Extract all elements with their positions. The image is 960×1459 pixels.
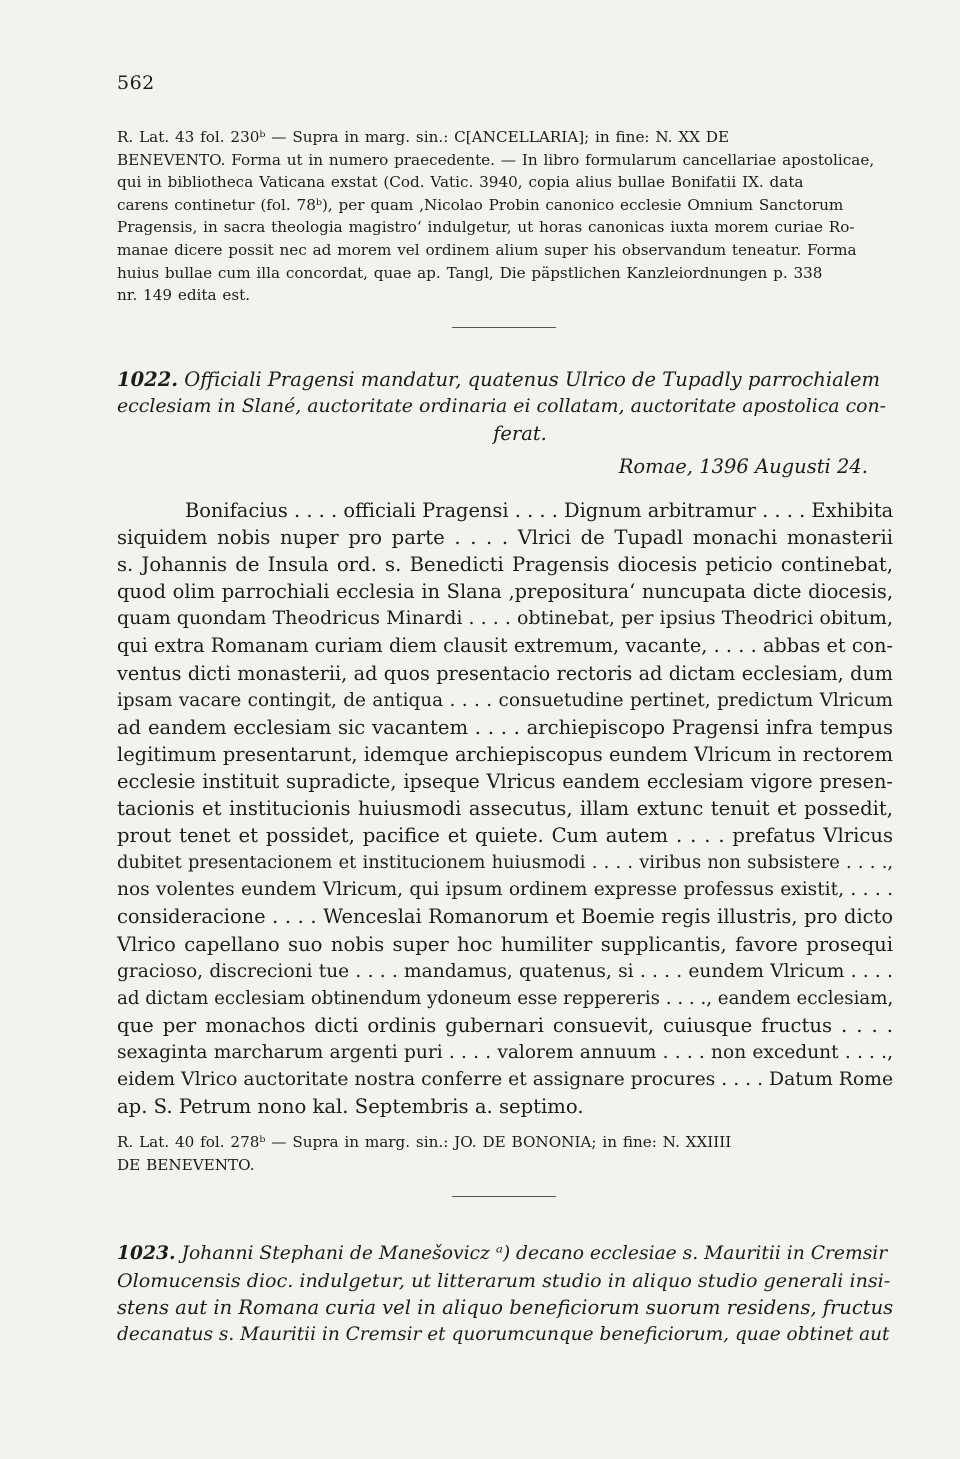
heading-text: Johanni Stephani de Manešovicz ᵃ) decano ecclesiae s. Mauritii in Cremsir — [181, 1243, 888, 1264]
body-line: s. Johannis de Insula ord. s. Benedicti Pragensis diocesis peticio continebat, — [117, 553, 893, 577]
note-line: Pragensis, in sacra theologia magistro‘ indulgetur, ut horas canonicas iuxta morem curiae Ro- — [117, 218, 855, 237]
body-line: ventus dicti monasterii, ad quos presentacio rectoris ad dictam ecclesiam, dum — [117, 661, 893, 685]
body-line: ap. S. Petrum nono kal. Septembris a. septimo. — [117, 1095, 584, 1119]
heading-line — [117, 366, 893, 393]
heading-text: Officiali Pragensi mandatur, quatenus Ulrico de Tupadly parrochialem — [184, 368, 880, 391]
entry-date: Romae, 1396 Augusti 24. — [618, 455, 868, 478]
note-line: qui in bibliotheca Vaticana exstat (Cod. Vatic. 3940, copia alius bullae Bonifatii IX. data — [117, 173, 804, 192]
body-line: ad eandem ecclesiam sic vacantem . . . . archiepiscopo Pragensi infra tempus — [117, 715, 893, 739]
body-line: quam quondam Theodricus Minardi . . . . obtinebat, per ipsius Theodrici obitum, — [117, 607, 893, 630]
footnote-block-2 — [117, 1131, 893, 1176]
note-line: nr. 149 edita est. — [117, 286, 251, 305]
body-line: legitimum presentarunt, idemque archiepiscopus eundem Vlricum in rectorem — [117, 742, 893, 766]
heading-line — [117, 1240, 893, 1267]
body-line: tacionis et institucionis huiusmodi assecutus, illam extunc tenuit et possedit, — [117, 797, 893, 821]
body-line: prout tenet et possidet, pacifice et quiete. Cum autem . . . . prefatus Vlricus — [117, 824, 893, 848]
heading-line: Olomucensis dioc. indulgetur, ut litterarum studio in aliquo studio generali insi- — [117, 1269, 891, 1292]
body-line: sexaginta marcharum argenti puri . . . . valorem annuum . . . . non excedunt . . . ., — [117, 1041, 893, 1063]
entry-number: 1022. — [117, 368, 179, 391]
entry-heading-1023 — [117, 1240, 893, 1348]
body-line: que per monachos dicti ordinis gubernari consuevit, cuiusque fructus . . . . — [117, 1013, 893, 1037]
page-number: 562 — [117, 72, 155, 94]
body-line: ad dictam ecclesiam obtinendum ydoneum esse reppereris . . . ., eandem ecclesiam, — [117, 987, 894, 1009]
body-line: ecclesie instituit supradicte, ipseque Vlricus eandem ecclesiam vigore presen- — [117, 769, 893, 793]
body-line: quod olim parrochiali ecclesia in Slana ‚prepositura‘ nuncupata dicte diocesis, — [117, 580, 893, 604]
body-line: eidem Vlrico auctoritate nostra conferre et assignare procures . . . . Datum Rome — [117, 1068, 894, 1090]
body-line: ipsam vacare contingit, de antiqua . . . . consuetudine pertinet, predictum Vlricum — [117, 689, 893, 711]
body-line: qui extra Romanam curiam diem clausit extremum, vacante, . . . . abbas et con- — [117, 634, 893, 658]
heading-line: decanatus s. Mauritii in Cremsir et quorumcunque beneficiorum, quae obtinet aut — [117, 1324, 890, 1345]
note-line: manae dicere possit nec ad morem vel ordinem alium super his observandum teneatur. Forma — [117, 240, 857, 259]
note-line: DE BENEVENTO. — [117, 1155, 255, 1174]
body-line: Bonifacius . . . . officiali Pragensi . . . . Dignum arbitramur . . . . Exhibita — [185, 499, 894, 522]
body-line: gracioso, discrecioni tue . . . . mandamus, quatenus, si . . . . eundem Vlricum . . . . — [117, 960, 893, 982]
footnote-block-1 — [117, 126, 893, 307]
body-line: Vlrico capellano suo nobis super hoc humiliter supplicantis, favore prosequi — [117, 932, 893, 956]
heading-line: ecclesiam in Slané, auctoritate ordinaria ei collatam, auctoritate apostolica con- — [117, 395, 887, 417]
note-line: carens continetur (fol. 78ᵇ), per quam ‚Nicolao Probin canonico ecclesie Omnium Sanctorum — [117, 195, 844, 214]
note-line: R. Lat. 43 fol. 230ᵇ — Supra in marg. sin.: C[ANCELLARIA]; in fine: N. XX DE — [117, 128, 730, 146]
note-line: BENEVENTO. Forma ut in numero praecedente. — In libro formularum cancellariae apostolicae, — [117, 150, 875, 169]
heading-line: ferat. — [493, 422, 547, 445]
section-divider — [452, 327, 556, 328]
heading-line: stens aut in Romana curia vel in aliquo beneficiorum suorum residens, fructus — [117, 1296, 894, 1319]
entry-body-1022 — [117, 497, 893, 1120]
section-divider — [452, 1196, 556, 1197]
body-line: consideracione . . . . Wenceslai Romanorum et Boemie regis illustris, pro dicto — [117, 905, 893, 929]
body-line: siquidem nobis nuper pro parte . . . . Vlrici de Tupadl monachi monasterii — [117, 526, 893, 550]
note-line: R. Lat. 40 fol. 278ᵇ — Supra in marg. sin.: JO. DE BONONIA; in fine: N. XXIIII — [117, 1133, 732, 1151]
entry-number: 1023. — [117, 1242, 176, 1264]
entry-heading-1022 — [117, 366, 893, 447]
body-line: nos volentes eundem Vlricum, qui ipsum ordinem expresse professus existit, . . . . — [117, 879, 893, 901]
body-line: dubitet presentacionem et institucionem huiusmodi . . . . viribus non subsistere . . . ., — [117, 852, 893, 874]
note-line: huius bullae cum illa concordat, quae ap. Tangl, Die päpstlichen Kanzleiordnungen p. 338 — [117, 263, 823, 282]
